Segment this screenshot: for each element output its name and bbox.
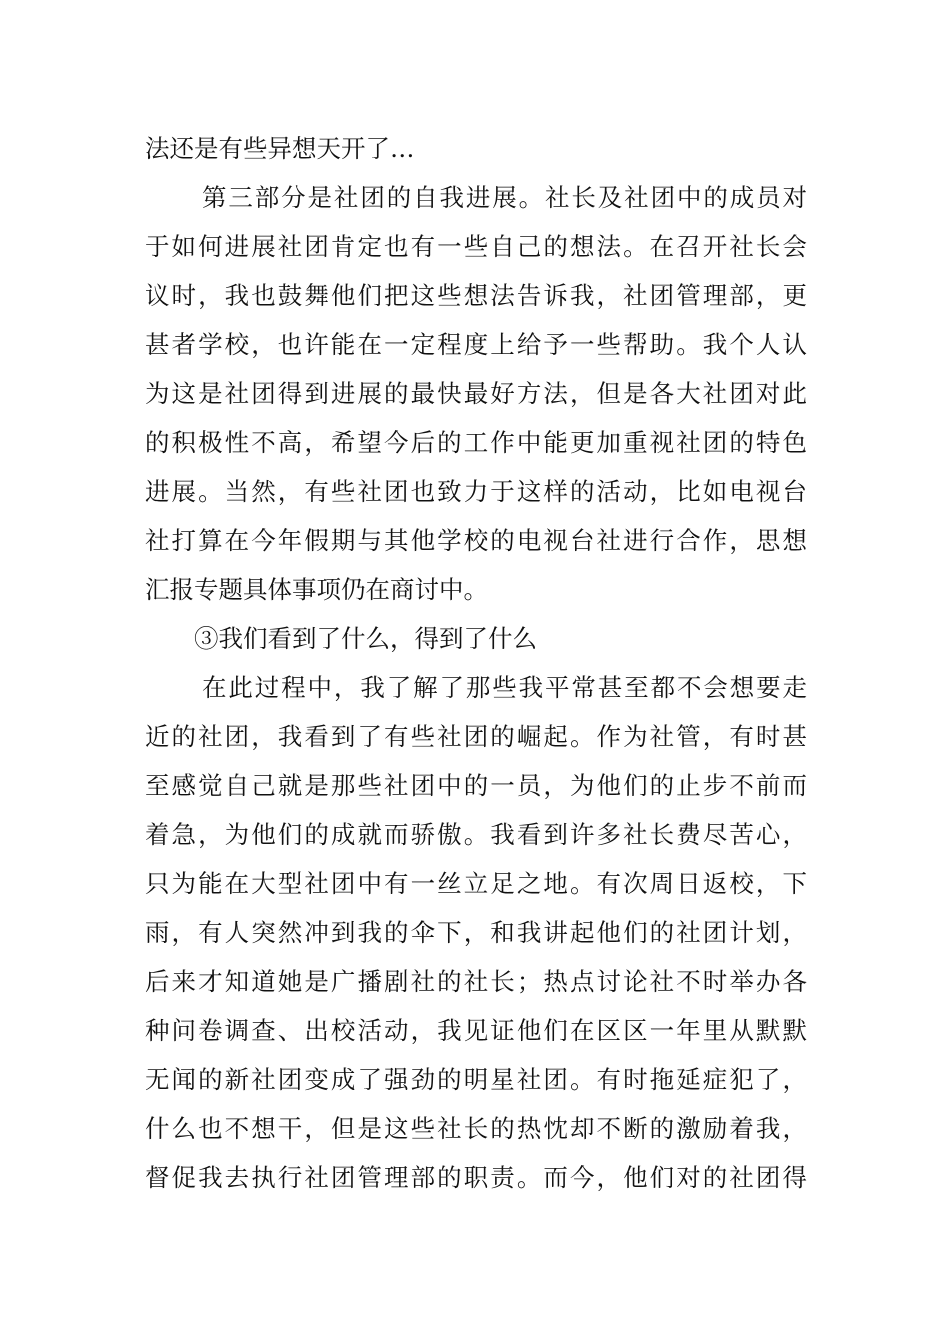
- text-line: 的积极性不高，希望今后的工作中能更加重视社团的特色: [145, 428, 807, 457]
- text-line: 种问卷调查、出校活动，我见证他们在区区一年里从默默: [145, 1016, 807, 1045]
- body-text: [145, 124, 807, 1202]
- text-line: 进展。当然，有些社团也致力于这样的活动，比如电视台: [145, 477, 807, 506]
- text-line-paragraph-start: 第三部分是社团的自我进展。社长及社团中的成员对: [202, 183, 807, 212]
- text-line: 只为能在大型社团中有一丝立足之地。有次周日返校，下: [145, 869, 807, 898]
- text-line: 近的社团，我看到了有些社团的崛起。作为社管，有时甚: [145, 722, 807, 751]
- text-line-paragraph-start: 在此过程中，我了解了那些我平常甚至都不会想要走: [202, 673, 807, 702]
- text-line: 议时，我也鼓舞他们把这些想法告诉我，社团管理部，更: [145, 281, 807, 310]
- text-line: 督促我去执行社团管理部的职责。而今，他们对的社团得: [145, 1163, 807, 1192]
- text-line: 于如何进展社团肯定也有一些自己的想法。在召开社长会: [145, 232, 807, 261]
- text-line-paragraph-end: 法还是有些异想天开了…: [145, 134, 415, 163]
- text-line: 什么也不想干，但是这些社长的热忱却不断的激励着我，: [145, 1114, 807, 1143]
- text-line: 甚者学校，也许能在一定程度上给予一些帮助。我个人认: [145, 330, 807, 359]
- text-line: 为这是社团得到进展的最快最好方法，但是各大社团对此: [145, 379, 807, 408]
- text-line-paragraph-end: 汇报专题具体事项仍在商讨中。: [145, 575, 488, 604]
- text-line: 无闻的新社团变成了强劲的明星社团。有时拖延症犯了，: [145, 1065, 807, 1094]
- section-heading: ③我们看到了什么，得到了什么: [194, 624, 537, 653]
- text-line: 后来才知道她是广播剧社的社长；热点讨论社不时举办各: [145, 967, 807, 996]
- text-line: 雨，有人突然冲到我的伞下，和我讲起他们的社团计划，: [145, 918, 807, 947]
- text-line: 至感觉自己就是那些社团中的一员，为他们的止步不前而: [145, 771, 807, 800]
- text-line: 着急，为他们的成就而骄傲。我看到许多社长费尽苦心，: [145, 820, 807, 849]
- text-line: 社打算在今年假期与其他学校的电视台社进行合作，思想: [145, 526, 807, 555]
